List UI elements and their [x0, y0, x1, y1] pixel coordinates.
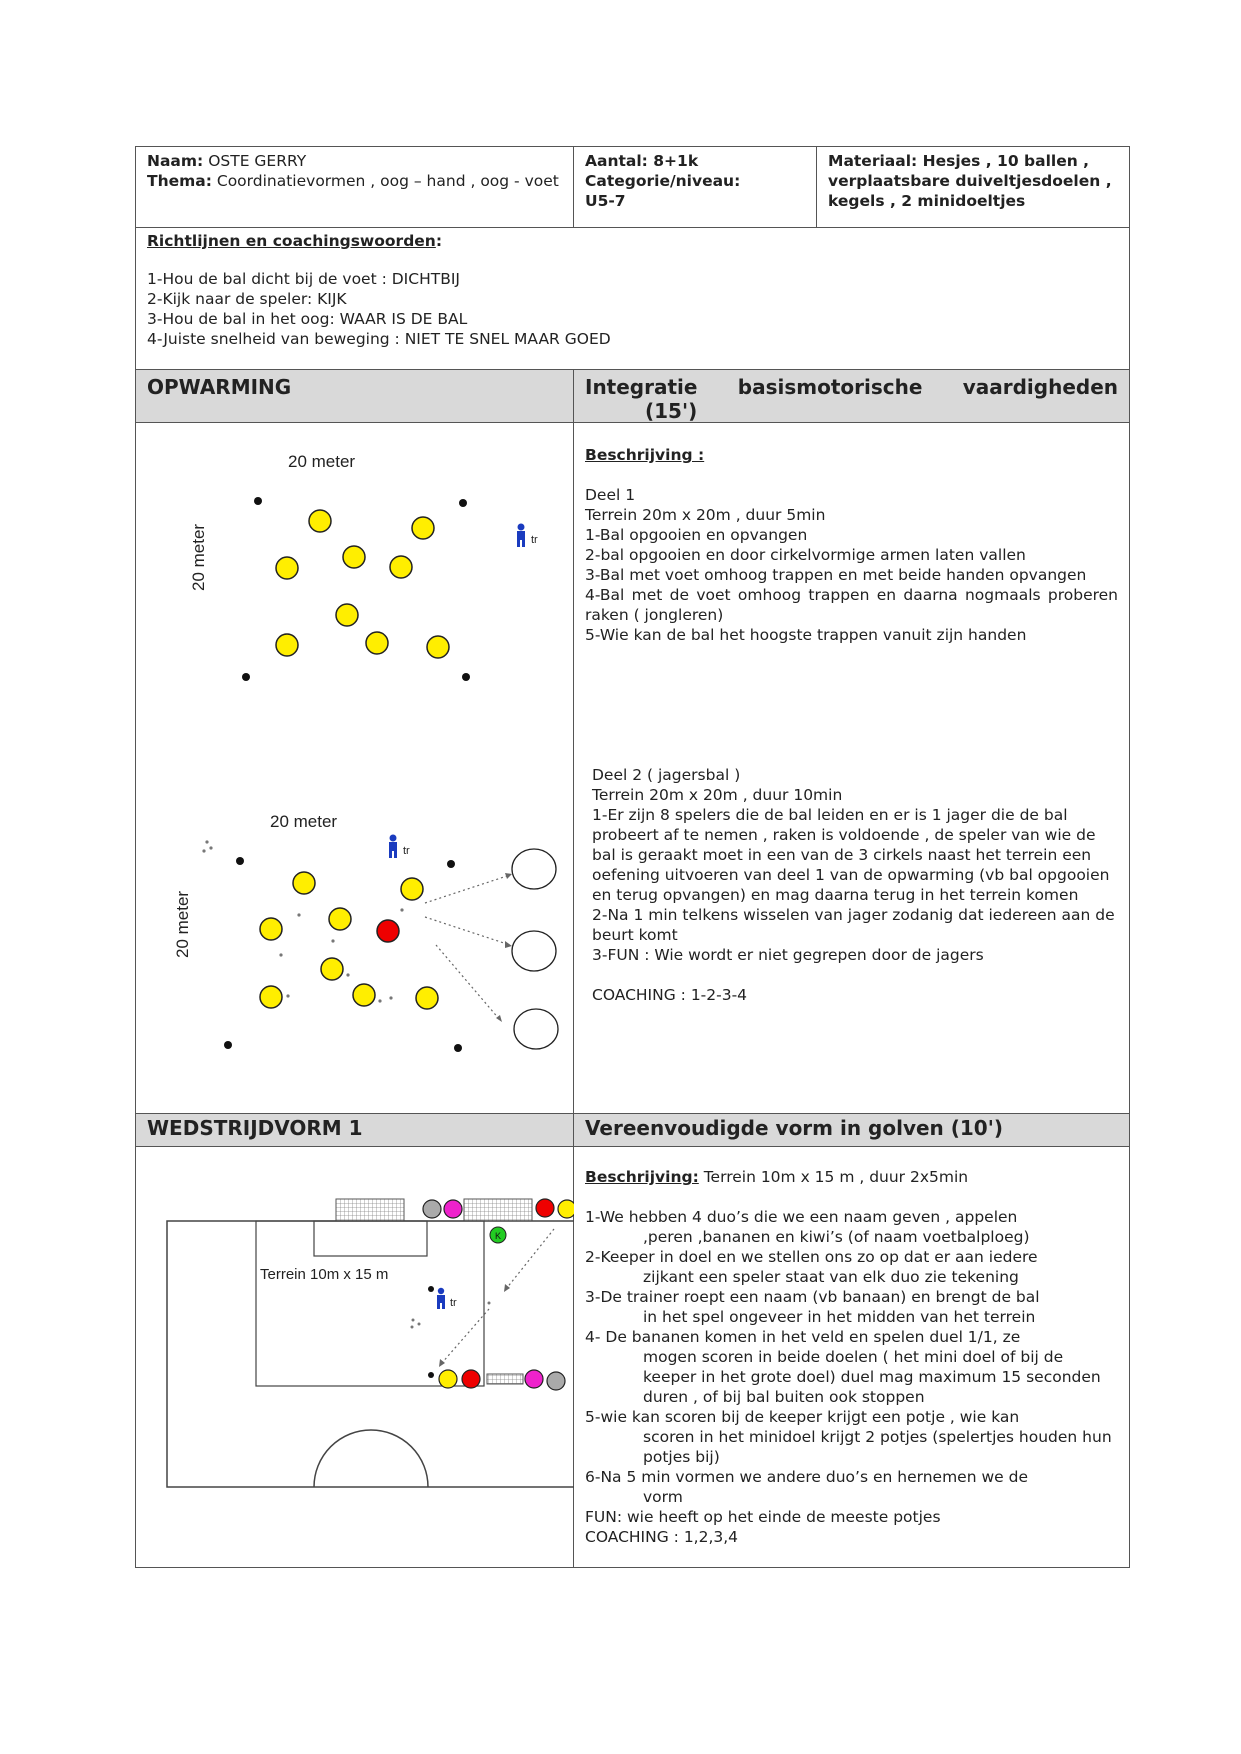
deel1-terrein: Terrein 20m x 20m , duur 5min [585, 506, 826, 524]
deel2-item: 2-Na 1 min telkens wisselen van jager zodanig dat iedereen aan de beurt komt [592, 906, 1115, 944]
thema-label: Thema: [147, 172, 212, 190]
player-yellow [343, 546, 365, 568]
wedstrijd-item [585, 1407, 1118, 1467]
materiaal-text: Materiaal: Hesjes , 10 ballen , verplaatsbare duiveltjesdoelen , kegels , 2 minidoeltjes [828, 152, 1112, 210]
richtlijn-item: 4-Juiste snelheid van beweging : NIET TE SNEL MAAR GOED [147, 330, 611, 348]
trainer-icon [517, 524, 525, 548]
deel1-item: 1-Bal opgooien en opvangen [585, 526, 808, 544]
wedstrijd-item-rest: scoren in het minidoel krijgt 2 potjes (spelertjes houden hun potjes bij) [643, 1428, 1112, 1466]
player-yellow [416, 987, 438, 1009]
player-yellow [427, 636, 449, 658]
diagram1-top-label: 20 meter [288, 452, 356, 471]
wedstrijd-item-rest: zijkant een speler staat van elk duo zie tekening [643, 1268, 1019, 1286]
keeper-label: K [494, 1231, 502, 1241]
player-red [462, 1370, 480, 1388]
wedstrijdvorm-right-title-cell [574, 1114, 1130, 1147]
cone-marker [242, 673, 250, 681]
player-yellow [276, 557, 298, 579]
player-yellow [558, 1200, 574, 1218]
player-yellow [293, 872, 315, 894]
player-yellow [401, 878, 423, 900]
wedstrijd-item-first: 5-wie kan scoren bij de keeper krijgt een potje , wie kan [585, 1408, 1020, 1426]
categorie-label: Categorie/niveau: [585, 172, 741, 190]
exercise-circle [512, 849, 556, 889]
wedstrijd-beschrijving-label: Beschrijving: [585, 1168, 699, 1186]
richtlijnen-cell [136, 228, 1130, 370]
trainer-label: tr [531, 534, 538, 546]
wedstrijdvorm-description [574, 1147, 1129, 1547]
wedstrijdvorm-diagram-cell [136, 1147, 574, 1568]
richtlijnen-row [136, 228, 1130, 370]
wedstrijd-item [585, 1327, 1118, 1407]
deel1-item: 5-Wie kan de bal het hoogste trappen vanuit zijn handen [585, 626, 1027, 644]
player-grey [547, 1372, 565, 1390]
cone-marker [462, 673, 470, 681]
wedstrijd-coaching: COACHING : 1,2,3,4 [585, 1528, 739, 1546]
arrow-head [439, 1359, 445, 1367]
wedstrijdvorm-diagram [136, 1147, 574, 1567]
trainer-label: tr [403, 845, 410, 857]
player-yellow [260, 986, 282, 1008]
ball-dot [428, 1286, 434, 1292]
opwarming-title: OPWARMING [147, 375, 292, 399]
mini-goal [487, 1374, 523, 1384]
player-pink [444, 1200, 462, 1218]
exercise-circle [512, 931, 556, 971]
niveau-value: U5-7 [585, 192, 626, 210]
player-yellow [321, 958, 343, 980]
player-yellow [412, 517, 434, 539]
goal-net [336, 1199, 404, 1221]
opwarming-right-title: Integratie basismotorische vaardigheden [585, 375, 1119, 399]
trainer-icon [437, 1288, 445, 1309]
player-red [536, 1199, 554, 1217]
wedstrijdvorm-right-title: Vereenvoudigde vorm in golven (10') [585, 1116, 1003, 1140]
cone-marker [454, 1044, 462, 1052]
wedstrijdvorm-title: WEDSTRIJDVORM 1 [147, 1116, 363, 1140]
materiaal-cell [817, 147, 1130, 228]
player-yellow [439, 1370, 457, 1388]
wedstrijd-item-first: 1-We hebben 4 duo’s die we een naam geven , appelen [585, 1208, 1018, 1226]
field-outline [167, 1221, 574, 1487]
wedstrijd-item [585, 1287, 1118, 1327]
thema-value: Coordinatievormen , oog – hand , oog - voet [216, 172, 559, 190]
wedstrijd-item [585, 1207, 1118, 1247]
deel1-item: 4-Bal met de voet omhoog trappen en daarna nogmaals proberen raken ( jongleren) [585, 586, 1119, 624]
deel2-description [574, 645, 1129, 1005]
opwarming-header-row [136, 370, 1130, 423]
wedstrijd-item [585, 1467, 1118, 1507]
player-yellow [276, 634, 298, 656]
wedstrijd-item [585, 1247, 1118, 1287]
beschrijving-label: Beschrijving : [585, 446, 705, 464]
player-yellow [390, 556, 412, 578]
player-yellow [260, 918, 282, 940]
ball-dots [202, 840, 403, 1002]
wedstrijd-beschrijving-text: Terrein 10m x 15 m , duur 2x5min [698, 1168, 969, 1186]
header-row [136, 147, 1130, 228]
deel2-item: 3-FUN : Wie wordt er niet gegrepen door de jagers [592, 946, 984, 964]
diagram-deel1 [189, 452, 538, 681]
wedstrijd-item-first: 2-Keeper in doel en we stellen ons zo op dat er aan iedere [585, 1248, 1038, 1266]
deel2-title: Deel 2 ( jagersbal ) [592, 766, 741, 784]
wedstrijd-item-first: 4- De bananen komen in het veld en spelen duel 1/1, ze [585, 1328, 1021, 1346]
arrow-head [505, 941, 512, 948]
player-yellow [329, 908, 351, 930]
wedstrijd-fun: FUN: wie heeft op het einde de meeste potjes [585, 1508, 941, 1526]
cone-marker [447, 860, 455, 868]
cone-marker [236, 857, 244, 865]
opwarming-diagrams-cell [136, 423, 574, 1114]
richtlijn-item: 3-Hou de bal in het oog: WAAR IS DE BAL [147, 310, 468, 328]
cone-marker [224, 1041, 232, 1049]
arrow-head [505, 873, 512, 879]
naam-label: Naam: [147, 152, 204, 170]
richtlijn-item: 2-Kijk naar de speler: KIJK [147, 290, 347, 308]
wedstrijdvorm-body-row [136, 1147, 1130, 1568]
opwarming-diagrams [136, 423, 574, 1113]
diagram-deel2 [173, 812, 558, 1052]
opwarming-desc-cell [574, 423, 1130, 1114]
wedstrijd-item-first: 3-De trainer roept een naam (vb banaan) en brengt de bal [585, 1288, 1040, 1306]
deel2-terrein: Terrein 20m x 20m , duur 10min [592, 786, 843, 804]
center-arc [314, 1430, 428, 1487]
richtlijnen-title: Richtlijnen en coachingswoorden [147, 232, 436, 250]
session-sheet [135, 146, 1129, 1568]
deel1-description [574, 423, 1129, 645]
wedstrijd-item-rest: ,peren ,bananen en kiwi’s (of naam voetbalploeg) [643, 1228, 1030, 1246]
diagram2-side-label: 20 meter [173, 890, 192, 958]
deel2-item: 1-Er zijn 8 spelers die de bal leiden en er is 1 jager die de bal probeert af te nemen , raken is voldoende , de speler van wie de bal is geraakt moet in een van de 3 cirkels naast het terrein een oefening uitvoeren van deel 1 van de opwarming (vb bal opgooien en terug opvangen) en mag daarna terug in het terrein komen [592, 806, 1110, 904]
goal-net [464, 1199, 532, 1221]
deel1-item: 3-Bal met voet omhoog trappen en met beide handen opvangen [585, 566, 1087, 584]
aantal-cell [574, 147, 817, 228]
aantal-text: Aantal: 8+1k [585, 152, 699, 170]
deel2-coaching: COACHING : 1-2-3-4 [592, 986, 748, 1004]
terrain-label: Terrein 10m x 15 m [260, 1266, 389, 1283]
wedstrijd-item-first: 6-Na 5 min vormen we andere duo’s en hernemen we de [585, 1468, 1028, 1486]
player-yellow [336, 604, 358, 626]
diagram2-top-label: 20 meter [270, 812, 338, 831]
goal-area [314, 1221, 427, 1256]
exercise-circle [514, 1009, 558, 1049]
player-yellow [309, 510, 331, 532]
opwarming-title-cell [136, 370, 574, 423]
naam-thema-cell [136, 147, 574, 228]
hunter-red [377, 920, 399, 942]
deel1-title: Deel 1 [585, 486, 636, 504]
ball-dot [428, 1372, 434, 1378]
wedstrijd-item-rest: mogen scoren in beide doelen ( het mini doel of bij de keeper in het grote doel) duel mag maximum 15 seconden duren , of bij bal buiten ook stoppen [643, 1348, 1101, 1406]
arrow-head [496, 1015, 502, 1022]
arrows [441, 1229, 554, 1364]
wedstrijdvorm-desc-cell [574, 1147, 1130, 1568]
diagram1-side-label: 20 meter [189, 523, 208, 591]
trainer-label: tr [450, 1297, 457, 1309]
wedstrijd-item-rest: in het spel ongeveer in het midden van het terrein [643, 1308, 1036, 1326]
wedstrijdvorm-header-row [136, 1114, 1130, 1147]
opwarming-body-row [136, 423, 1130, 1114]
opwarming-right-title-cell [574, 370, 1130, 423]
richtlijnen-colon: : [435, 232, 443, 250]
naam-value: OSTE GERRY [208, 152, 307, 170]
session-table [135, 146, 1130, 1568]
trainer-icon [389, 835, 397, 859]
player-pink [525, 1370, 543, 1388]
player-grey [423, 1200, 441, 1218]
wedstrijdvorm-title-cell [136, 1114, 574, 1147]
deel1-item: 2-bal opgooien en door cirkelvormige armen laten vallen [585, 546, 1026, 564]
cone-marker [254, 497, 262, 505]
cone-marker [459, 499, 467, 507]
richtlijn-item: 1-Hou de bal dicht bij de voet : DICHTBIJ [147, 270, 460, 288]
player-yellow [353, 984, 375, 1006]
opwarming-right-title-duration: (15') [645, 399, 698, 423]
player-yellow [366, 632, 388, 654]
wedstrijd-item-rest: vorm [643, 1488, 683, 1506]
